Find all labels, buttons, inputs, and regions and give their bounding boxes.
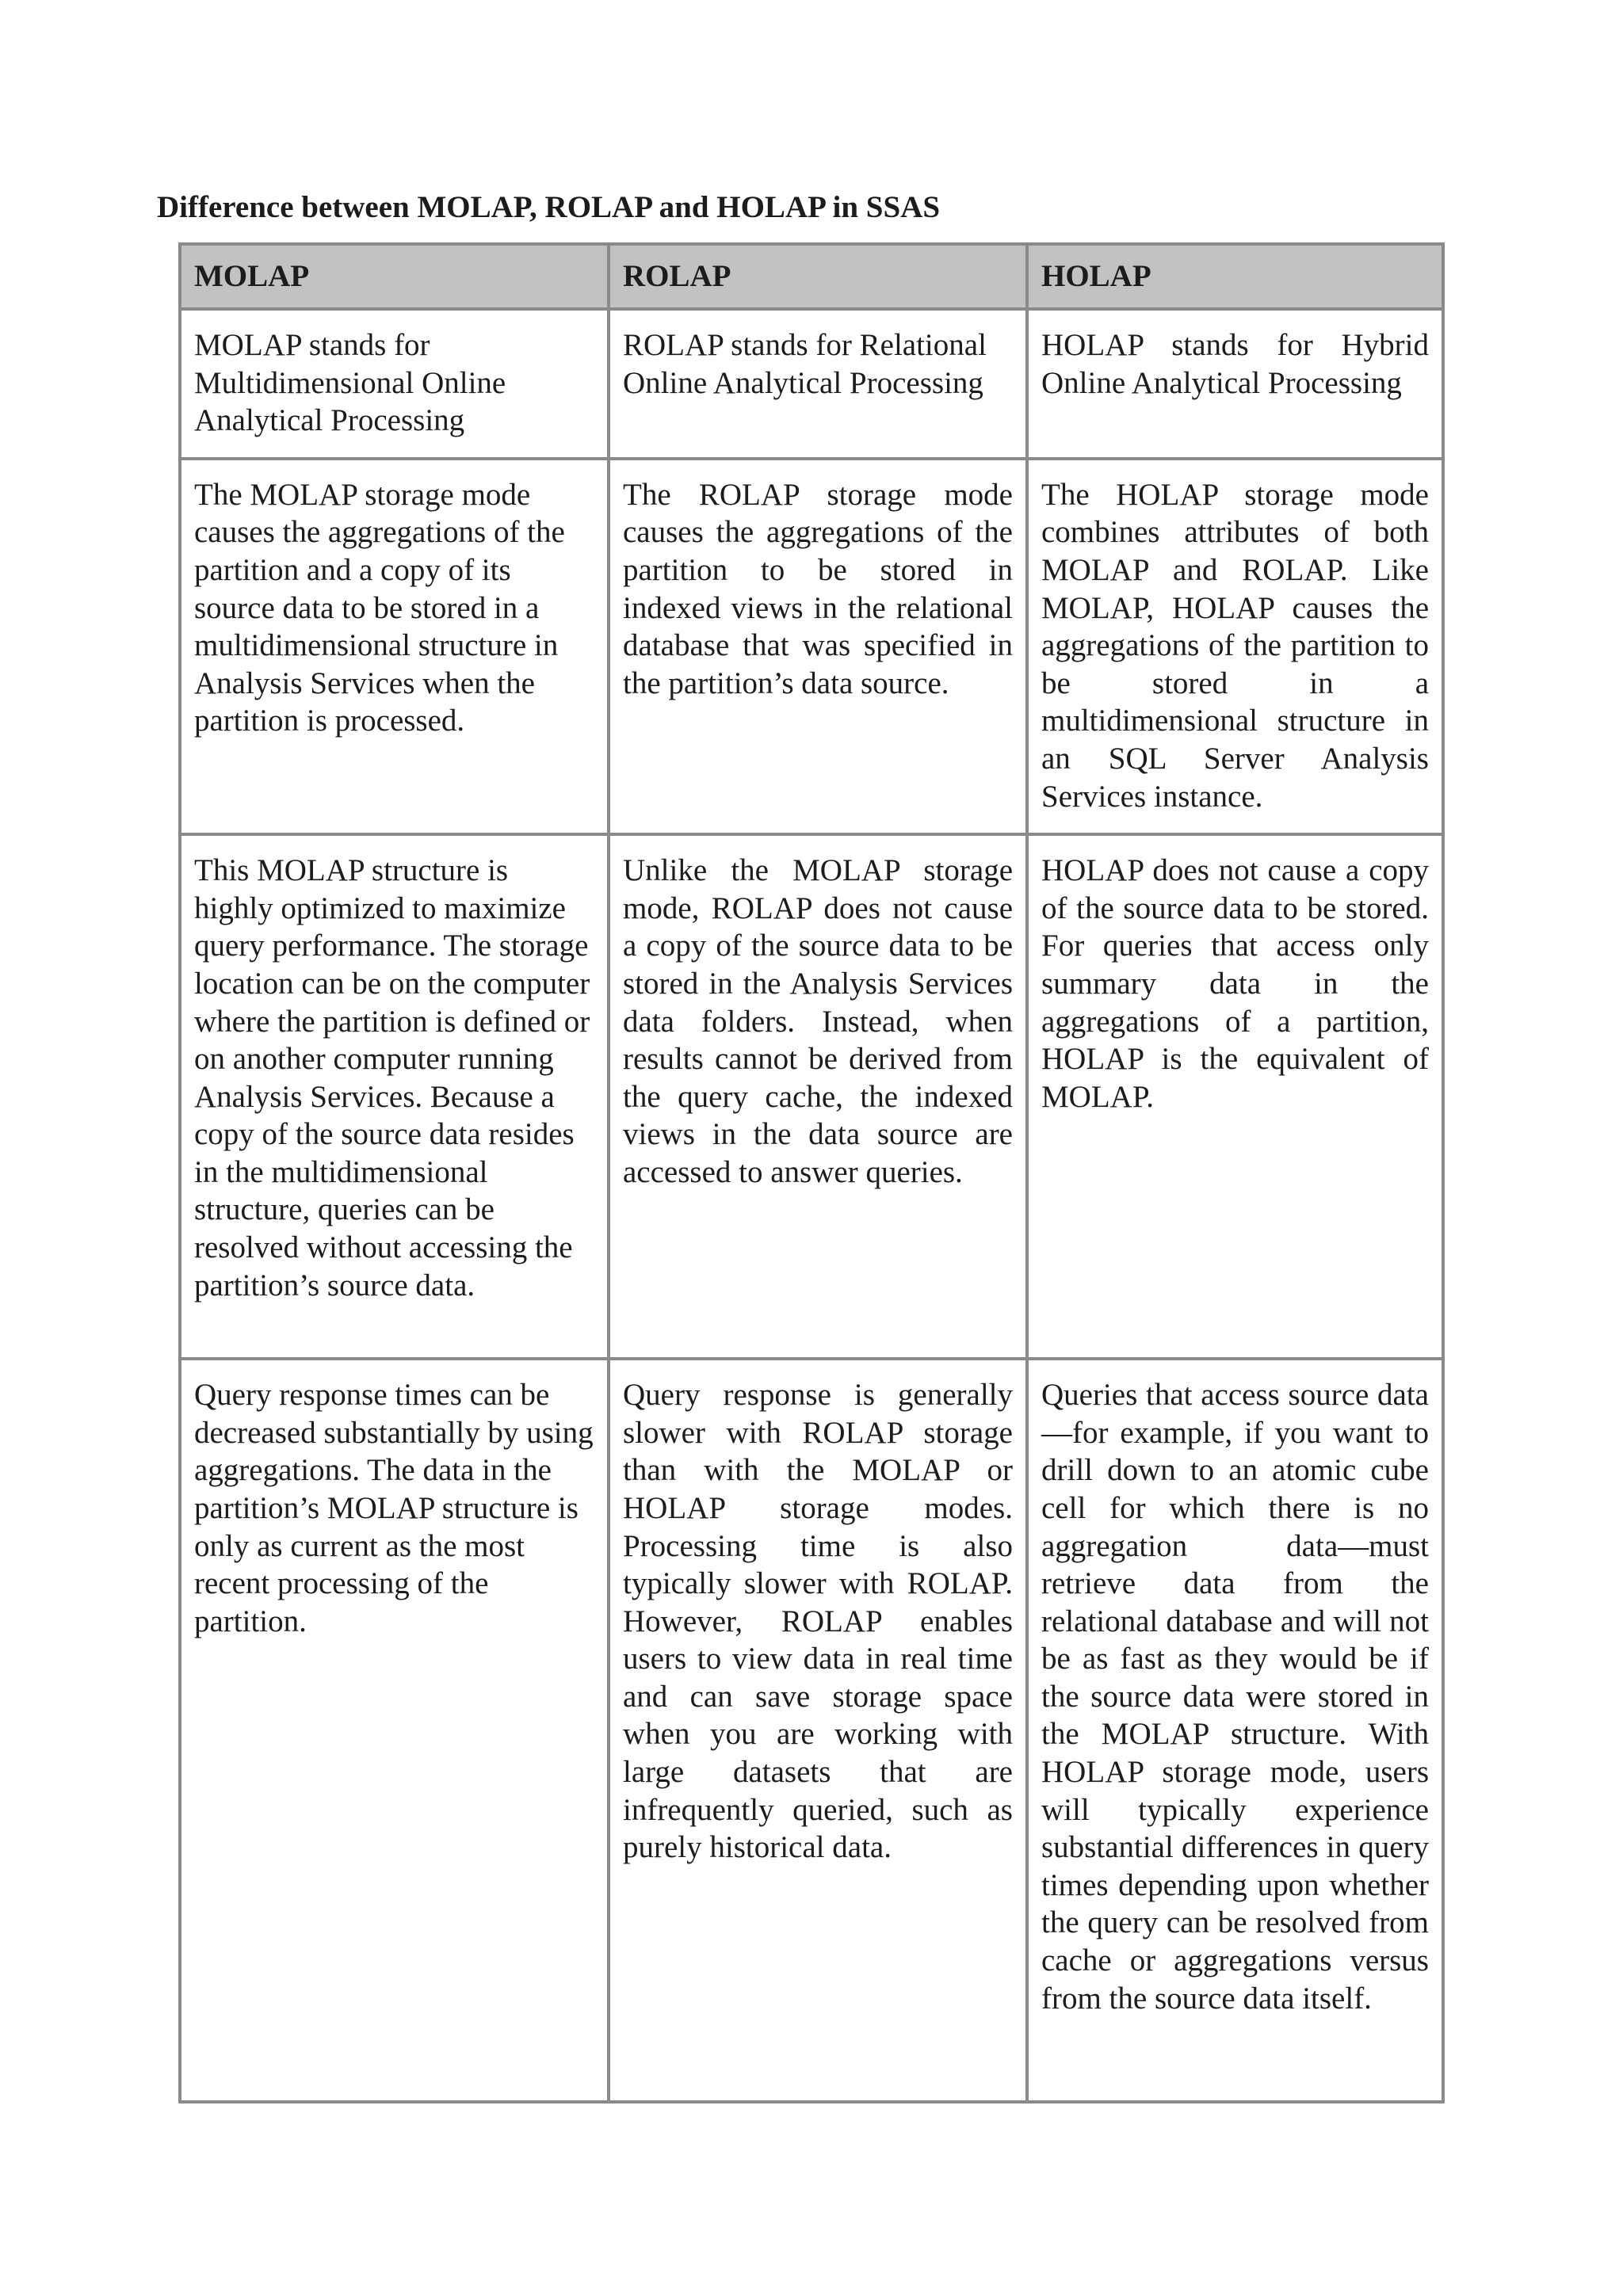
header-holap: HOLAP [1027, 244, 1443, 309]
table-cell-molap: This MOLAP structure is highly optimized to maximize query performance. The storage location can be on the computer where the partition is defined or on another computer running Analysis Services. Because a copy of the source data resides in the multidimensional structure, queries can be resolved without accessing the partition’s source data. [180, 834, 609, 1359]
header-molap: MOLAP [180, 244, 609, 309]
table-header-row [180, 244, 1443, 309]
table-row [180, 309, 1443, 459]
table-cell-rolap: Unlike the MOLAP storage mode, ROLAP does not cause a copy of the source data to be stored in the Analysis Services data folders. Instead, when results cannot be derived from the query cache, the indexed views in the data source are accessed to answer queries. [609, 834, 1027, 1359]
table-cell-holap: The HOLAP storage mode combines attributes of both MOLAP and ROLAP. Like MOLAP, HOLAP causes the aggregations of the partition to be stored in a multidimensional structure in an SQL Server Analysis Services instance. [1027, 459, 1443, 834]
table-cell-holap: HOLAP stands for Hybrid Online Analytical Processing [1027, 309, 1443, 459]
table-cell-rolap: The ROLAP storage mode causes the aggregations of the partition to be stored in indexed views in the relational database that was specified in the partition’s data source. [609, 459, 1027, 834]
header-rolap: ROLAP [609, 244, 1027, 309]
table-cell-molap: The MOLAP storage mode causes the aggregations of the partition and a copy of its source data to be stored in a multidimensional structure in Analysis Services when the partition is processed. [180, 459, 609, 834]
table-row [180, 1359, 1443, 2102]
table-cell-rolap: Query response is generally slower with ROLAP storage than with the MOLAP or HOLAP storage modes. Processing time is also typically slower with ROLAP. However, ROLAP enables users to view data in real time and can save storage space when you are working with large datasets that are infrequently queried, such as purely historical data. [609, 1359, 1027, 2102]
table-row [180, 459, 1443, 834]
table-cell-molap: Query response times can be decreased substantially by using aggregations. The data in the partition’s MOLAP structure is only as current as the most recent processing of the partition. [180, 1359, 609, 2102]
page-title: Difference between MOLAP, ROLAP and HOLAP in SSAS [157, 190, 941, 224]
comparison-table [178, 242, 1445, 2103]
table-cell-holap: HOLAP does not cause a copy of the source data to be stored. For queries that access only summary data in the aggregations of a partition, HOLAP is the equivalent of MOLAP. [1027, 834, 1443, 1359]
table-cell-molap: MOLAP stands for Multidimensional Online Analytical Processing [180, 309, 609, 459]
table-cell-holap: Queries that access source data—for example, if you want to drill down to an atomic cube cell for which there is no aggregation data—must retrieve data from the relational database and will not be as fast as they would be if the source data were stored in the MOLAP structure. With HOLAP storage mode, users will typically experience substantial differences in query times depending upon whether the query can be resolved from cache or aggregations versus from the source data itself. [1027, 1359, 1443, 2102]
table-row [180, 834, 1443, 1359]
table-cell-rolap: ROLAP stands for Relational Online Analytical Processing [609, 309, 1027, 459]
